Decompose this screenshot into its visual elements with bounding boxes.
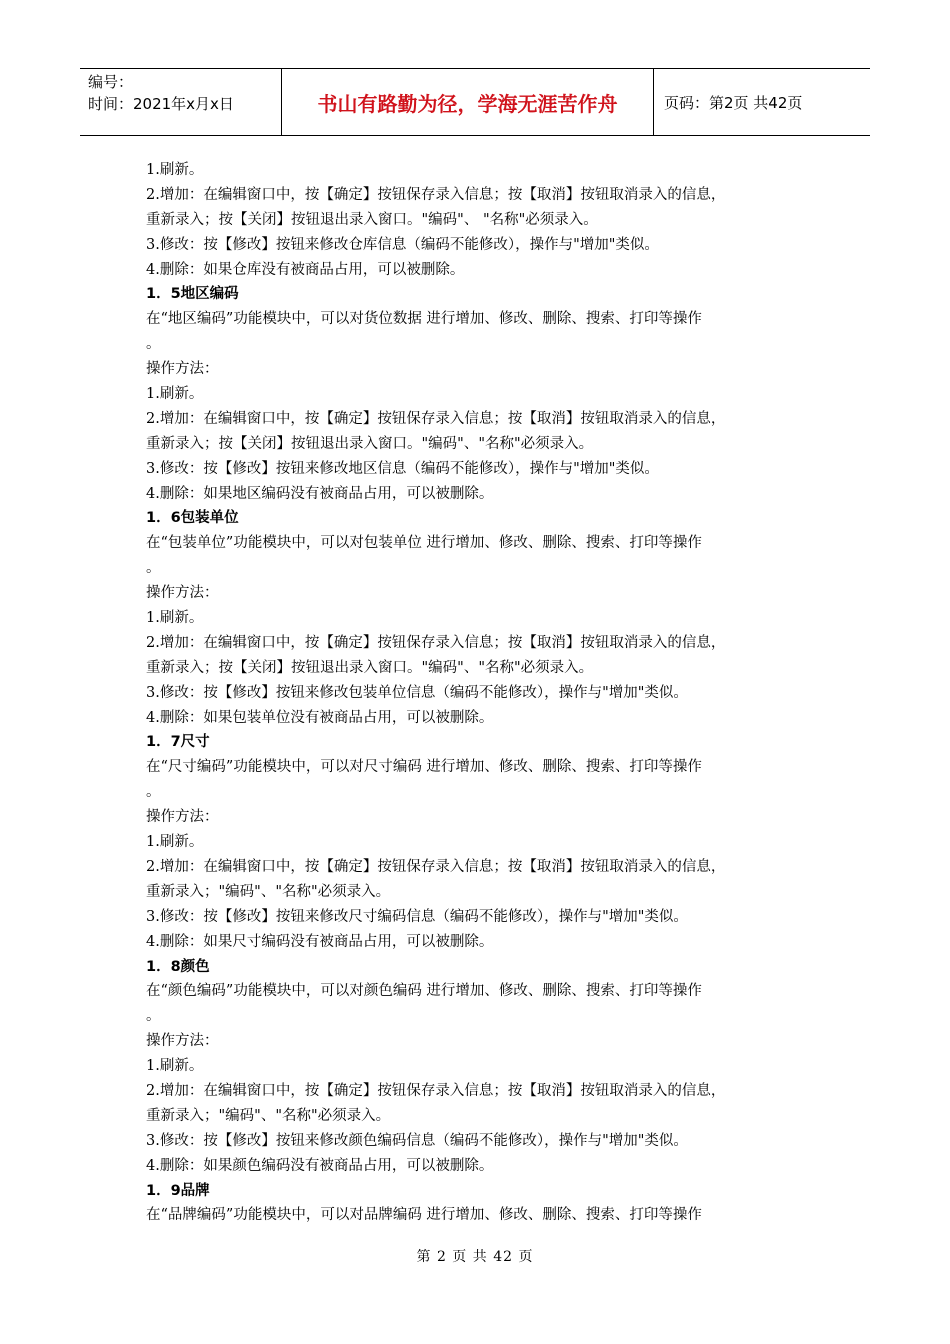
page-header	[80, 68, 870, 136]
text-line: 操作方法：	[146, 809, 219, 826]
document-body	[146, 158, 818, 1228]
text-line: 2.增加：在编辑窗口中，按【确定】按钮保存录入信息；按【取消】按钮取消录入的信息，	[146, 858, 726, 875]
text-line: 操作方法：	[146, 361, 219, 378]
text-line: 重新录入；"编码"、"名称"必须录入。	[146, 1107, 391, 1124]
document-date: 时间：2021年x月x日	[88, 95, 234, 113]
section-heading: 1．9品牌	[146, 1182, 210, 1199]
text-line: 3.修改：按【修改】按钮来修改包装单位信息（编码不能修改），操作与"增加"类似。	[146, 684, 688, 701]
text-line: 3.修改：按【修改】按钮来修改尺寸编码信息（编码不能修改），操作与"增加"类似。	[146, 908, 688, 925]
text-line: 重新录入；"编码"、"名称"必须录入。	[146, 883, 391, 900]
text-line: 在“地区编码”功能模块中，可以对货位数据 进行增加、修改、删除、搜索、打印等操作	[146, 311, 702, 328]
text-line: 。	[146, 336, 161, 353]
text-line: 2.增加：在编辑窗口中，按【确定】按钮保存录入信息；按【取消】按钮取消录入的信息，	[146, 1082, 726, 1099]
text-line: 。	[146, 560, 161, 577]
text-line: 重新录入；按【关闭】按钮退出录入窗口。"编码"、"名称"必须录入。	[146, 435, 594, 452]
text-line: 3.修改：按【修改】按钮来修改仓库信息（编码不能修改），操作与"增加"类似。	[146, 236, 659, 253]
text-line: 1.刷新。	[146, 1058, 204, 1075]
text-line: 1.刷新。	[146, 162, 204, 178]
text-line: 1.刷新。	[146, 610, 204, 627]
text-line: 3.修改：按【修改】按钮来修改地区信息（编码不能修改），操作与"增加"类似。	[146, 460, 659, 477]
text-line: 4.删除：如果仓库没有被商品占用，可以被删除。	[146, 261, 465, 278]
section-heading: 1．5地区编码	[146, 286, 239, 303]
text-line: 1.刷新。	[146, 834, 204, 851]
text-line: 2.增加：在编辑窗口中，按【确定】按钮保存录入信息；按【取消】按钮取消录入的信息，	[146, 634, 726, 651]
text-line: 3.修改：按【修改】按钮来修改颜色编码信息（编码不能修改），操作与"增加"类似。	[146, 1132, 688, 1149]
text-line: 重新录入；按【关闭】按钮退出录入窗口。"编码"、"名称"必须录入。	[146, 659, 594, 676]
header-meta-cell	[80, 69, 282, 135]
document-number-label: 编号：	[88, 73, 134, 91]
header-motto: 书山有路勤为径，学海无涯苦作舟	[282, 69, 654, 135]
text-line: 4.删除：如果包装单位没有被商品占用，可以被删除。	[146, 709, 494, 726]
text-line: 操作方法：	[146, 1033, 219, 1050]
text-line: 4.删除：如果地区编码没有被商品占用，可以被删除。	[146, 485, 494, 502]
section-heading: 1．8颜色	[146, 958, 210, 975]
section-heading: 1．6包装单位	[146, 510, 239, 527]
text-line: 4.删除：如果尺寸编码没有被商品占用，可以被删除。	[146, 933, 494, 950]
text-line: 。	[146, 784, 161, 801]
text-line: 2.增加：在编辑窗口中，按【确定】按钮保存录入信息；按【取消】按钮取消录入的信息，	[146, 186, 726, 203]
page-footer: 第 2 页 共 42 页	[416, 1249, 534, 1265]
header-page-info: 页码：第2页 共42页	[664, 93, 803, 112]
text-line: 在“品牌编码”功能模块中，可以对品牌编码 进行增加、修改、删除、搜索、打印等操作	[146, 1207, 702, 1224]
text-line: 4.删除：如果颜色编码没有被商品占用，可以被删除。	[146, 1157, 494, 1174]
text-line: 。	[146, 1008, 161, 1025]
text-line: 在“颜色编码”功能模块中，可以对颜色编码 进行增加、修改、删除、搜索、打印等操作	[146, 983, 702, 1000]
section-heading: 1．7尺寸	[146, 734, 210, 751]
text-line: 操作方法：	[146, 585, 219, 602]
text-line: 2.增加：在编辑窗口中，按【确定】按钮保存录入信息；按【取消】按钮取消录入的信息，	[146, 410, 726, 427]
text-line: 在“包装单位”功能模块中，可以对包装单位 进行增加、修改、删除、搜索、打印等操作	[146, 535, 702, 552]
text-line: 重新录入；按【关闭】按钮退出录入窗口。"编码"、 "名称"必须录入。	[146, 211, 598, 228]
text-line: 在“尺寸编码”功能模块中，可以对尺寸编码 进行增加、修改、删除、搜索、打印等操作	[146, 759, 702, 776]
text-line: 1.刷新。	[146, 386, 204, 403]
